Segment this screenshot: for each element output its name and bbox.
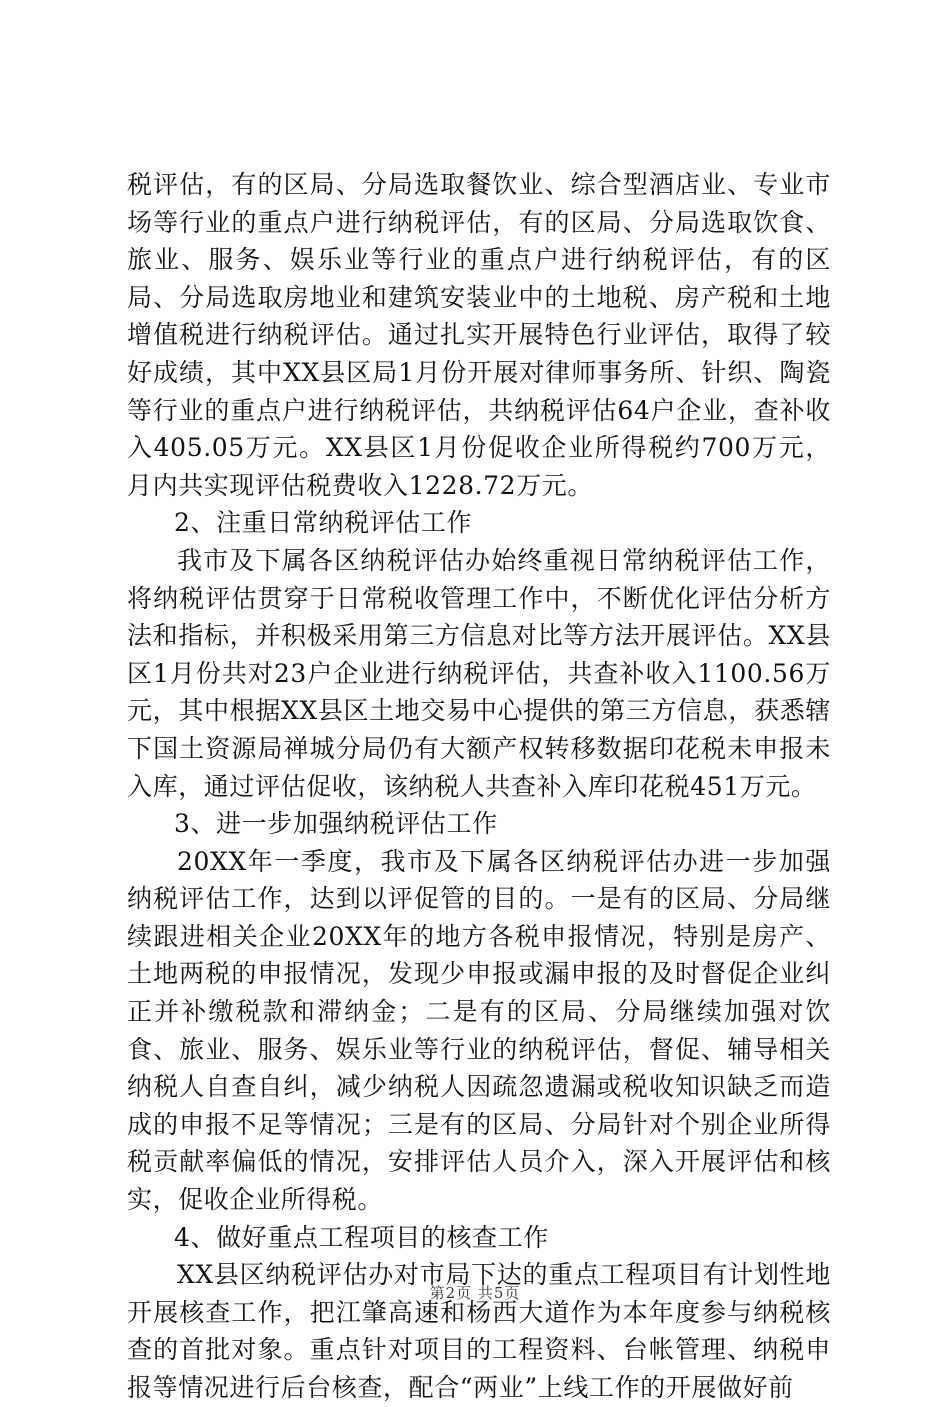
paragraph-strengthen-assessment: 20XX年一季度，我市及下属各区纳税评估办进一步加强纳税评估工作，达到以评促管的目的。一是有的区局、分局继续跟进相关企业20XX年的地方各税申报情况，特别是房产、土地两税的申报情况，发现少申报或漏申报的及时督促企业纠正并补缴税款和滞纳金；二是有的区局、分局继续加强对饮食、旅业、服务、娱乐业等行业的纳税评估，督促、辅导相关纳税人自查自纠，减少纳税人因疏忽遗漏或税收知识缺乏而造成的申报不足等情况；三是有的区局、分局针对个别企业所得税贡献率偏低的情况，安排评估人员介入，深入开展评估和核实，促收企业所得税。 [127, 846, 831, 1215]
section-heading-2: 2、注重日常纳税评估工作 [174, 508, 473, 538]
section-heading-3: 3、进一步加强纳税评估工作 [174, 809, 498, 839]
document-body [127, 166, 831, 1407]
paragraph-daily-assessment: 我市及下属各区纳税评估办始终重视日常纳税评估工作，将纳税评估贯穿于日常税收管理工作中，不断优化评估分析方法和指标，并积极采用第三方信息对比等方法开展评估。XX县区1月份共对23户企业进行纳税评估，共查补收入1100.56万元，其中根据XX县区土地交易中心提供的第三方信息，获悉辖下国土资源局禅城分局仍有大额产权转移数据印花税未申报未入库，通过评估促收，该纳税人共查补入库印花税451万元。 [127, 545, 831, 801]
paragraph-continued: 税评估，有的区局、分局选取餐饮业、综合型酒店业、专业市场等行业的重点户进行纳税评估，有的区局、分局选取饮食、旅业、服务、娱乐业等行业的重点户进行纳税评估，有的区局、分局选取房地业和建筑安装业中的土地税、房产税和土地增值税进行纳税评估。通过扎实开展特色行业评估，取得了较好成绩，其中XX县区局1月份开展对律师事务所、针织、陶瓷等行业的重点户进行纳税评估，共纳税评估64户企业，查补收入405.05万元。XX县区1月份促收企业所得税约700万元，月内共实现评估税费收入1228.72万元。 [127, 170, 831, 500]
page-footer: 第2页 共5页 [429, 1284, 521, 1302]
paragraph-key-projects: XX县区纳税评估办对市局下达的重点工程项目有计划性地开展核查工作，把江肇高速和杨西大道作为本年度参与纳税核查的首批对象。重点针对项目的工程资料、台帐管理、纳税申报等情况进行后台核查，配合“两业”上线工作的开展做好前 [127, 1260, 831, 1402]
section-heading-4: 4、做好重点工程项目的核查工作 [174, 1222, 549, 1252]
